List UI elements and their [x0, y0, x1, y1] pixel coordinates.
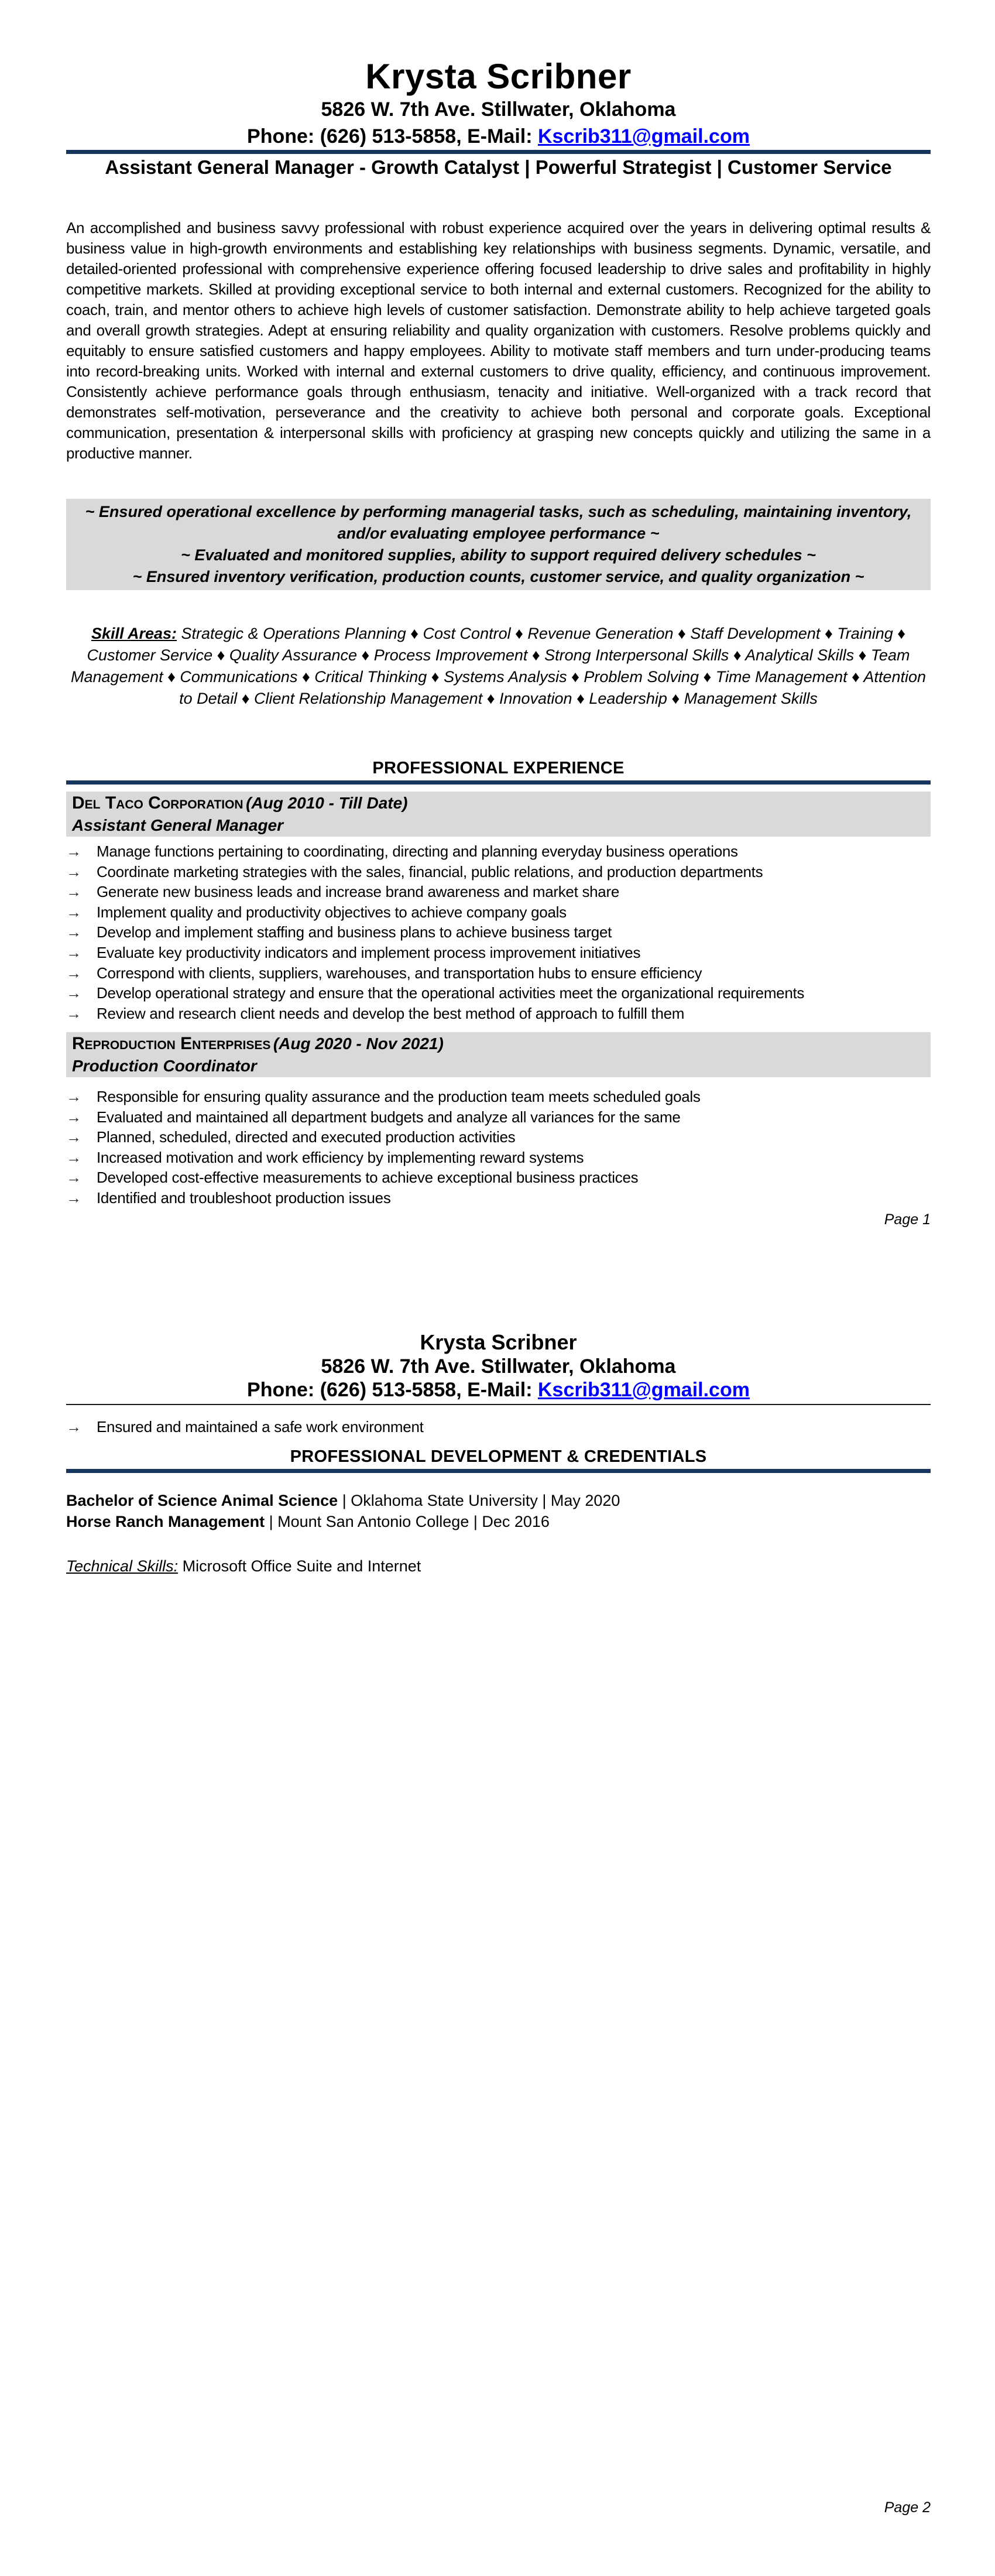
bullet-text: Manage functions pertaining to coordinating, directing and planning everyday business operations	[97, 842, 738, 860]
bullet-arrow-icon: →	[66, 1148, 81, 1166]
bullet-arrow-icon: →	[66, 883, 81, 901]
bullet-arrow-icon: →	[66, 923, 81, 941]
bullet-text: Identified and troubleshoot production issues	[97, 1188, 391, 1207]
credentials-section	[66, 1446, 931, 1473]
bullet-text: Implement quality and productivity objectives to achieve company goals	[97, 903, 567, 921]
phone-label: Phone: (626) 513-5858, E-Mail:	[247, 1379, 538, 1401]
job-header-reproduction	[66, 1032, 931, 1077]
employment-dates: (Aug 2020 - Nov 2021)	[273, 1034, 444, 1053]
bullet-item	[66, 922, 931, 943]
bullet-arrow-icon: →	[66, 1108, 81, 1126]
technical-skills-label: Technical Skills:	[66, 1557, 179, 1575]
bullet-text: Developed cost-effective measurements to achieve exceptional business practices	[97, 1169, 639, 1187]
bullet-text: Correspond with clients, suppliers, warehouses, and transportation hubs to ensure efficiency	[97, 964, 702, 982]
bullet-item	[66, 1087, 931, 1107]
bullet-text: Develop operational strategy and ensure that the operational activities meet the organizational requirements	[97, 984, 805, 1002]
education-entry	[66, 1490, 931, 1511]
highlight-line: ~ Evaluated and monitored supplies, ability to support required delivery schedules ~	[181, 546, 816, 564]
bullet-arrow-icon: →	[66, 964, 81, 982]
bullet-arrow-icon: →	[66, 1169, 81, 1187]
bullet-text: Increased motivation and work efficiency by implementing reward systems	[97, 1148, 584, 1166]
bullet-item	[66, 1417, 931, 1437]
job-title: Assistant General Manager	[72, 816, 284, 834]
job-bullet-list	[66, 841, 931, 1023]
job-bullet-list	[66, 1087, 931, 1208]
page1-footer: Page 1	[884, 1211, 931, 1228]
header-divider-rule	[66, 1404, 931, 1405]
education-list	[66, 1490, 931, 1532]
bullet-item	[66, 862, 931, 882]
phone-label: Phone: (626) 513-5858, E-Mail:	[247, 125, 538, 148]
address-line: 5826 W. 7th Ave. Stillwater, Oklahoma	[321, 98, 676, 121]
bullet-arrow-icon: →	[66, 1088, 81, 1105]
email-link[interactable]: Kscrib311@gmail.com	[537, 1379, 750, 1401]
bullet-item	[66, 1147, 931, 1168]
skill-areas-label: Skill Areas:	[91, 625, 177, 642]
credentials-heading-rule	[66, 1469, 931, 1473]
bullet-arrow-icon: →	[66, 984, 81, 1002]
bullet-text: Develop and implement staffing and business plans to achieve business target	[97, 923, 612, 941]
page2-header	[66, 1330, 931, 1405]
skill-areas	[66, 623, 931, 710]
bullet-arrow-icon: →	[66, 903, 81, 921]
bullet-arrow-icon: →	[66, 862, 81, 881]
bullet-text: Ensured and maintained a safe work environment	[97, 1418, 424, 1436]
technical-skills-value: Microsoft Office Suite and Internet	[178, 1557, 421, 1575]
bullet-text: Generate new business leads and increase brand awareness and market share	[97, 883, 619, 901]
bullet-item	[66, 841, 931, 862]
experience-heading: PROFESSIONAL EXPERIENCE	[372, 759, 625, 777]
bullet-text: Coordinate marketing strategies with the sales, financial, public relations, and production departments	[97, 862, 763, 881]
page-title: Krysta Scribner	[420, 1330, 577, 1354]
bullet-item	[66, 1127, 931, 1147]
bullet-arrow-icon: →	[66, 842, 81, 860]
bullet-arrow-icon: →	[66, 1128, 81, 1146]
bullet-item	[66, 882, 931, 902]
bullet-item	[66, 902, 931, 923]
page-title: Krysta Scribner	[365, 57, 632, 96]
technical-skills	[66, 1556, 931, 1577]
degree-details: | Oklahoma State University | May 2020	[338, 1492, 620, 1509]
skill-areas-list: Strategic & Operations Planning ♦ Cost Control ♦ Revenue Generation ♦ Staff Development ♦ Training ♦ Customer Service ♦ Quality Assurance ♦ Process Improvement ♦ Strong Interpersonal Skills ♦ Analytical Skills ♦ Team Management ♦ Communications ♦ Critical Thinking ♦ Systems Analysis ♦ Problem Solving ♦ Time Management ♦ Attention to Detail ♦ Client Relationship Management ♦ Innovation ♦ Leadership ♦ Management Skills	[71, 625, 926, 707]
bullet-arrow-icon: →	[66, 1188, 81, 1207]
page1-header	[66, 57, 931, 154]
bullet-text: Evaluate key productivity indicators and implement process improvement initiatives	[97, 943, 641, 961]
education-entry	[66, 1511, 931, 1532]
experience-section	[66, 758, 931, 785]
bullet-item	[66, 1167, 931, 1188]
experience-heading-rule	[66, 780, 931, 785]
bullet-arrow-icon: →	[66, 943, 81, 961]
job-title: Production Coordinator	[72, 1057, 257, 1075]
bullet-text: Evaluated and maintained all department budgets and analyze all variances for the same	[97, 1108, 681, 1126]
degree-name: Horse Ranch Management	[66, 1513, 265, 1530]
summary-paragraph: An accomplished and business savvy professional with robust experience acquired over the years in delivering optimal results & business value in high-growth environments and establishing key relationships with business segments. Dynamic, versatile, and detailed-oriented professional with comprehensive experience offering focused leadership to drive sales and profitability in highly competitive markets. Skilled at providing exceptional service to both internal and external customers. Recognized for the ability to coach, train, and mentor others to achieve high levels of customer satisfaction. Demonstrate ability to help achieve targeted goals and overall growth strategies. Adept at ensuring reliability and quality organization with customers. Resolve problems quickly and equitably to ensure satisfied customers and happy employees. Ability to motivate staff members and turn under-producing teams into record-breaking units. Worked with internal and external customers to drive quality, efficiency, and continuous improvement. Consistently achieve performance goals through enthusiasm, tenacity and initiative. Well-organized with a track record that demonstrates self-motivation, perseverance and the creativity to achieve both personal and corporate goals. Exceptional communication, presentation & interpersonal skills with proficiency at grasping new concepts quickly and utilizing the same in a productive manner.	[66, 219, 931, 462]
bullet-text: Responsible for ensuring quality assurance and the production team meets scheduled goals	[97, 1088, 701, 1105]
bullet-item	[66, 1107, 931, 1128]
bullet-item	[66, 1188, 931, 1208]
address-line: 5826 W. 7th Ave. Stillwater, Oklahoma	[321, 1355, 676, 1378]
credentials-heading: PROFESSIONAL DEVELOPMENT & CREDENTIALS	[290, 1447, 707, 1466]
highlights-box	[66, 499, 931, 590]
degree-name: Bachelor of Science Animal Science	[66, 1492, 338, 1509]
bullet-text: Planned, scheduled, directed and executed production activities	[97, 1128, 516, 1146]
bullet-text: Review and research client needs and develop the best method of approach to fulfill them	[97, 1004, 685, 1022]
degree-details: | Mount San Antonio College | Dec 2016	[265, 1513, 550, 1530]
contact-line	[66, 1378, 931, 1402]
email-link[interactable]: Kscrib311@gmail.com	[537, 125, 750, 148]
company-name: Del Taco Corporation	[72, 793, 243, 813]
job-header-del-taco	[66, 792, 931, 837]
bullet-item	[66, 1003, 931, 1024]
bullet-arrow-icon: →	[66, 1004, 81, 1022]
company-name: Reproduction Enterprises	[72, 1034, 271, 1053]
bullet-arrow-icon: →	[66, 1418, 81, 1436]
resume-headline: Assistant General Manager - Growth Catalyst | Powerful Strategist | Customer Service	[105, 156, 892, 178]
employment-dates: (Aug 2010 - Till Date)	[246, 794, 408, 812]
bullet-item	[66, 943, 931, 963]
page2-footer: Page 2	[884, 2499, 931, 2516]
highlight-line: ~ Ensured operational excellence by performing managerial tasks, such as scheduling, maintaining inventory, and/or evaluating employee performance ~	[85, 503, 912, 542]
bullet-item	[66, 983, 931, 1003]
carryover-bullet-list	[66, 1417, 931, 1437]
highlight-line: ~ Ensured inventory verification, production counts, customer service, and quality organization ~	[132, 568, 864, 585]
bullet-item	[66, 963, 931, 984]
contact-line	[66, 123, 931, 150]
